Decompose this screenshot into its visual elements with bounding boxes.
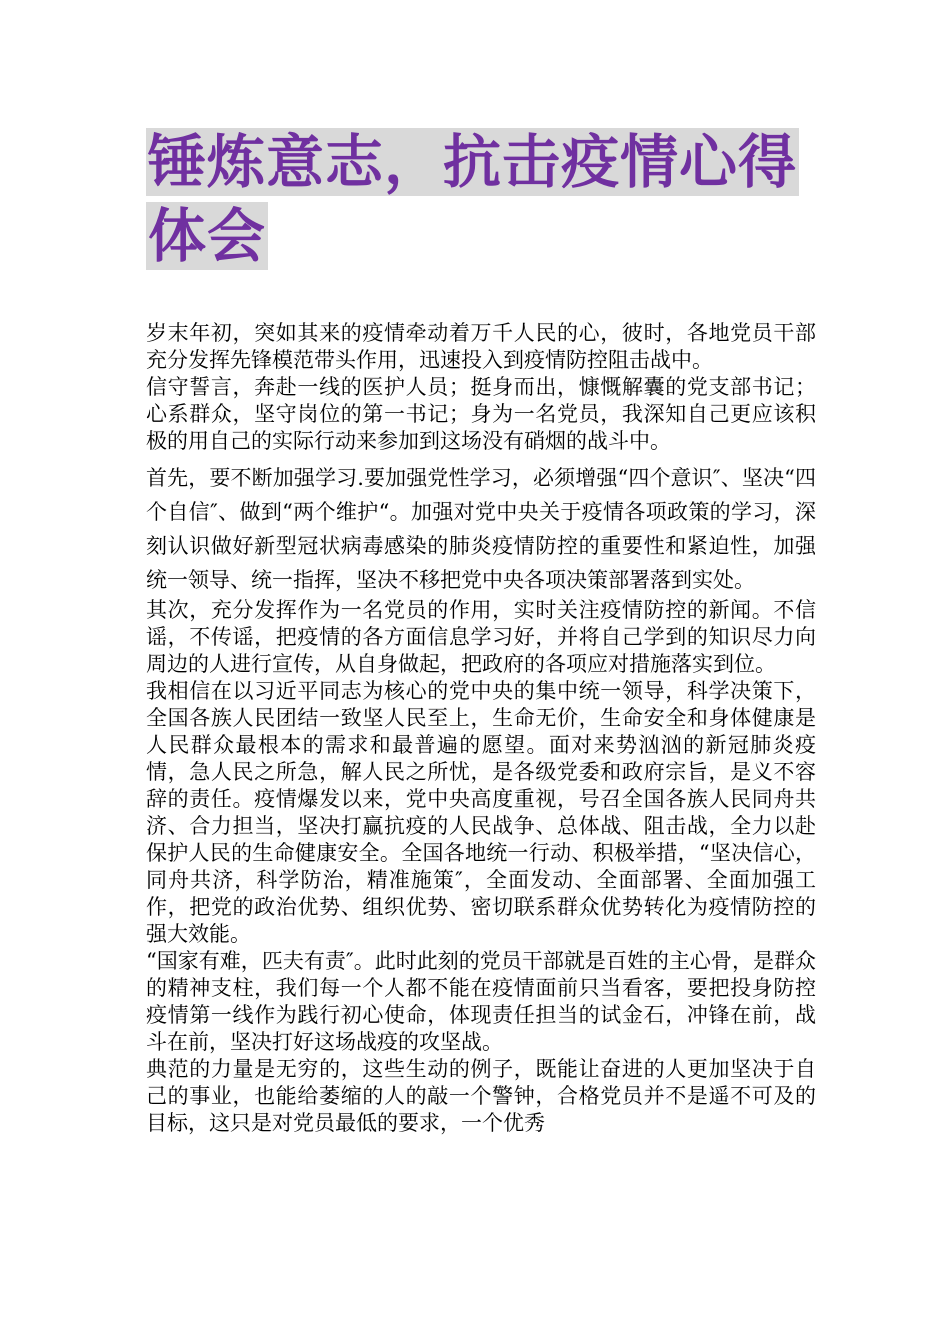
paragraph-4: 其次，充分发挥作为一名党员的作用，实时关注疫情防控的新闻。不信谣，不传谣，把疫情的各方面信息学习好，并将自己学到的知识尽力向周边的人进行宣传，从自身做起，把政府的各项应对措施落实到位。 [146,598,816,676]
paragraph-3: 首先，要不断加强学习.要加强党性学习，必须增强“四个意识″、坚决“四个自信″、做到“两个维护“。加强对党中央关于疫情各项政策的学习，深刻认识做好新型冠状病毒感染的肺炎疫情防控的重要性和紧迫性，加强统一领导、统一指挥，坚决不移把党中央各项决策部署落到实处。 [146,466,816,592]
document-title [146,125,826,273]
paragraph-7: 典范的力量是无穷的，这些生动的例子，既能让奋进的人更加坚决于自己的事业，也能给萎缩的人的敲一个警钟，合格党员并不是遥不可及的目标，这只是对党员最低的要求，一个优秀 [146,1057,816,1135]
paragraph-6: “国家有难，匹夫有责″。此时此刻的党员干部就是百姓的主心骨，是群众的精神支柱，我们每一个人都不能在疫情面前只当看客，要把投身防控疫情第一线作为践行初心使命，体现责任担当的试金石，冲锋在前，战斗在前，坚决打好这场战疫的攻坚战。 [146,949,816,1054]
paragraph-2: 信守誓言，奔赴一线的医护人员；挺身而出，慷慨解囊的党支部书记；心系群众，坚守岗位的第一书记；身为一名党员，我深知自己更应该积极的用自己的实际行动来参加到这场没有硝烟的战斗中。 [146,375,816,453]
document-body [146,320,816,1137]
paragraph-5: 我相信在以习近平同志为核心的党中央的集中统一领导，科学决策下，全国各族人民团结一致坚人民至上，生命无价，生命安全和身体健康是人民群众最根本的需求和最普遍的愿望。面对来势汹汹的新冠肺炎疫情，急人民之所急，解人民之所忧，是各级党委和政府宗旨，是义不容辞的责任。疫情爆发以来，党中央高度重视，号召全国各族人民同舟共济、合力担当，坚决打赢抗疫的人民战争、总体战、阻击战，全力以赴保护人民的生命健康安全。全国各地统一行动、积极举措，“坚决信心，同舟共济，科学防治，精准施策″，全面发动、全面部署、全面加强工作，把党的政治优势、组织优势、密切联系群众优势转化为疫情防控的强大效能。 [146,679,816,946]
paragraph-1: 岁末年初，突如其来的疫情牵动着万千人民的心，彼时，各地党员干部充分发挥先锋模范带头作用，迅速投入到疫情防控阻击战中。 [146,321,816,372]
document-title-text: 锤炼意志，抗击疫情心得体会 [148,128,798,270]
